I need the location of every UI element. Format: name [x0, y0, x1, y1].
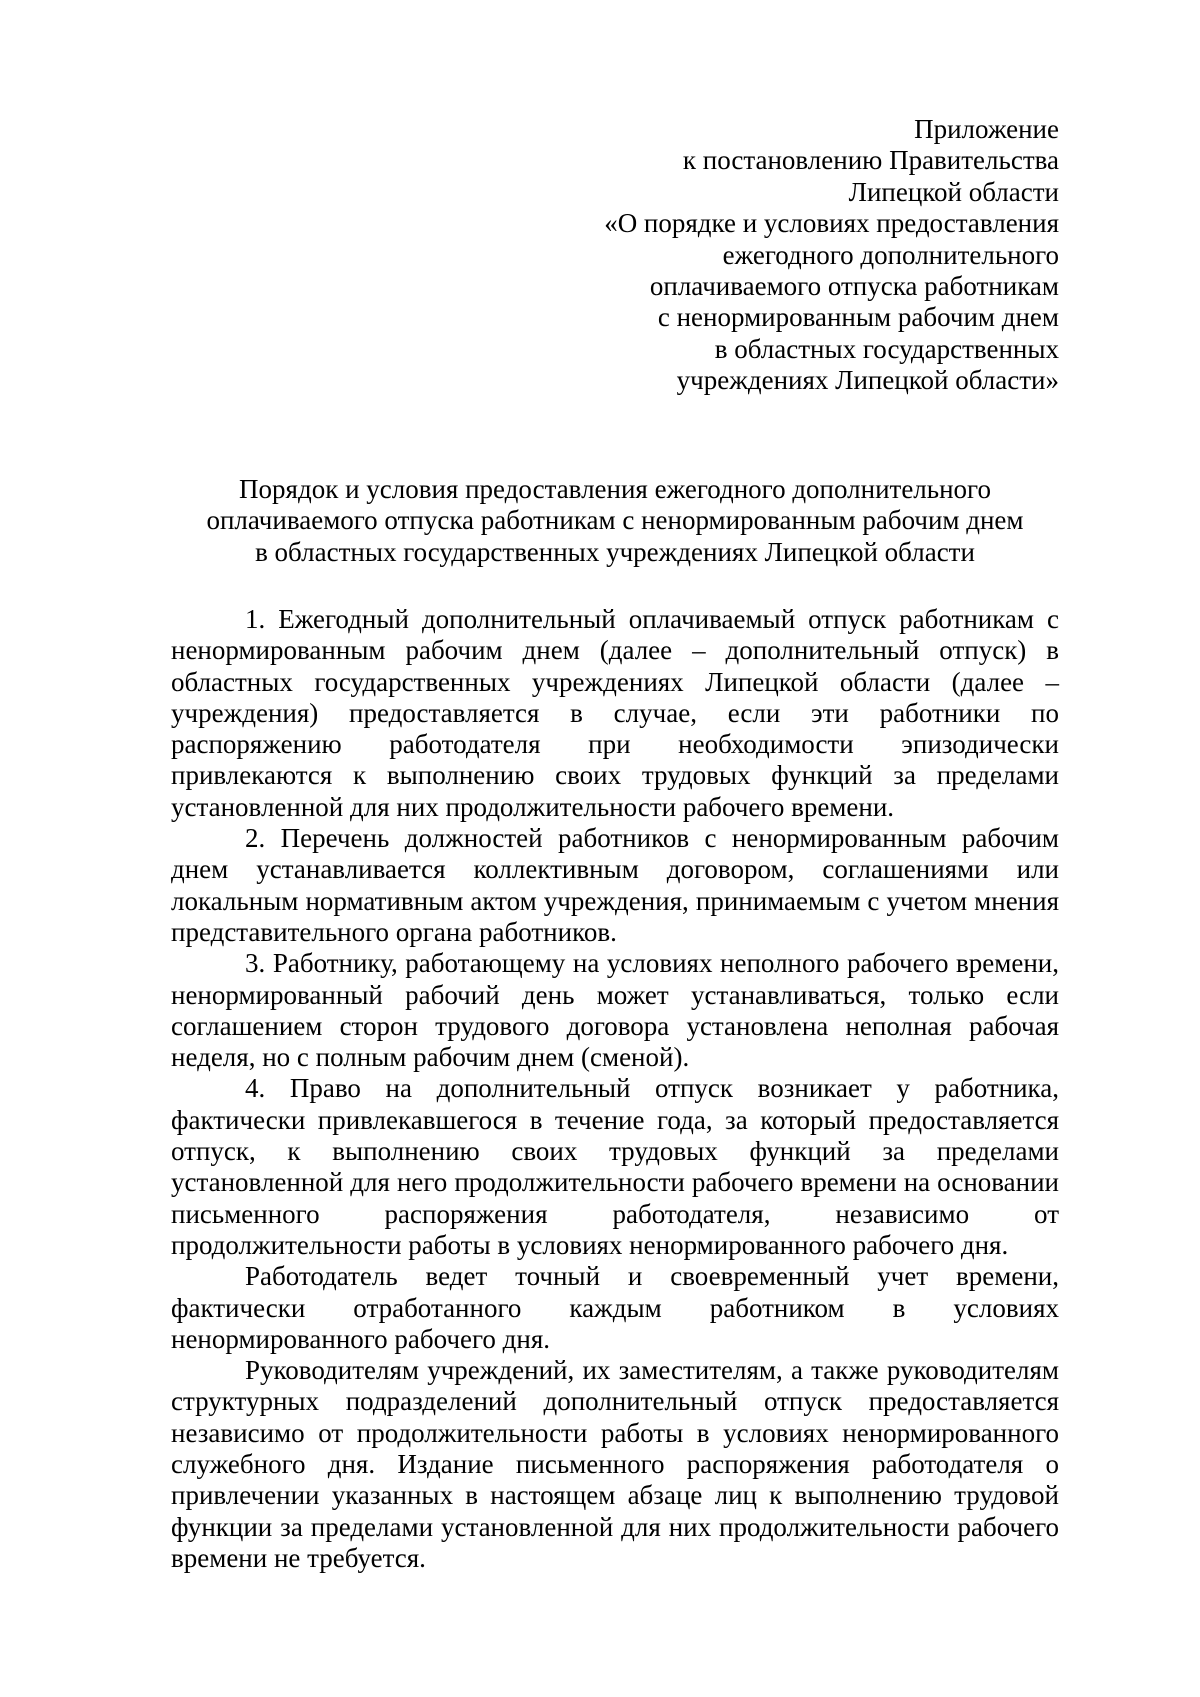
paragraph-1: 1. Ежегодный дополнительный оплачиваемый отпуск работникам с ненормированным рабочим днем (далее – дополнительный отпуск) в областных государственных учреждениях Липецкой области (далее – учреждения) предоставляется в случае, если эти работники по распоряжению работодателя при необходимости эпизодически привлекаются к выполнению своих трудовых функций за пределами установленной для них продолжительности рабочего времени.: [171, 604, 1059, 822]
appendix-line: Липецкой области: [848, 176, 1059, 207]
appendix-line: оплачиваемого отпуска работникам: [649, 271, 1059, 302]
document-body: [171, 604, 1059, 1574]
title-line: в областных государственных учреждениях Липецкой области: [255, 536, 975, 567]
paragraph-2: 2. Перечень должностей работников с ненормированным рабочим днем устанавливается коллективным договором, соглашениями или локальным нормативным актом учреждения, принимаемым с учетом мнения представительного органа работников.: [171, 823, 1059, 947]
appendix-header: [499, 114, 1059, 397]
title-line: Порядок и условия предоставления ежегодного дополнительного: [239, 474, 991, 504]
document-title: [171, 474, 1059, 568]
paragraph-3: 3. Работнику, работающему на условиях неполного рабочего времени, ненормированный рабочий день может устанавливаться, только если соглашением сторон трудового договора установлена неполная рабочая неделя, но с полным рабочим днем (сменой).: [171, 948, 1059, 1073]
appendix-line: ежегодного дополнительного: [722, 239, 1059, 270]
paragraph-4: 4. Право на дополнительный отпуск возникает у работника, фактически привлекавшегося в течение года, за который предоставляется отпуск, к выполнению своих трудовых функций за пределами установленной для него продолжительности рабочего времени на основании письменного распоряжения работодателя, независимо от продолжительности работы в условиях ненормированного рабочего дня.: [171, 1073, 1059, 1260]
appendix-line: учреждениях Липецкой области»: [676, 365, 1059, 396]
appendix-line: в областных государственных: [714, 333, 1059, 364]
paragraph-5: Работодатель ведет точный и своевременный учет времени, фактически отработанного каждым работником в условиях ненормированного рабочего дня.: [171, 1261, 1059, 1354]
paragraph-6: Руководителям учреждений, их заместителям, а также руководителям структурных подразделений дополнительный отпуск предоставляется независимо от продолжительности работы в условиях ненормированного служебного дня. Издание письменного распоряжения работодателя о привлечении указанных в настоящем абзаце лиц к выполнению трудовой функции за пределами установленной для них продолжительности рабочего времени не требуется.: [171, 1355, 1059, 1573]
appendix-line: к постановлению Правительства: [682, 145, 1059, 176]
title-line: оплачиваемого отпуска работникам с ненормированным рабочим днем: [206, 505, 1024, 536]
appendix-line: «О порядке и условиях предоставления: [604, 208, 1059, 239]
appendix-line: с ненормированным рабочим днем: [657, 302, 1059, 333]
appendix-line: Приложение: [914, 114, 1059, 144]
